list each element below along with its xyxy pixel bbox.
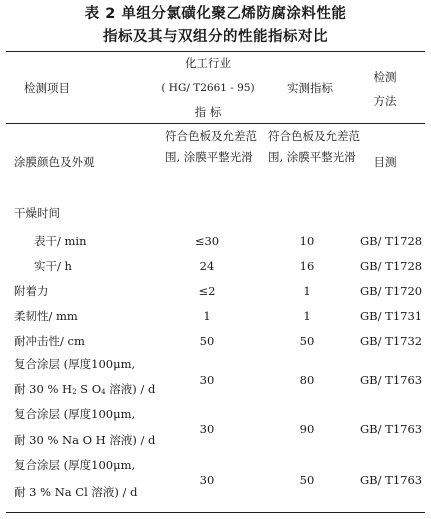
row-appearance-standard: 符合色板及允差范围, 涂膜平整光滑	[165, 129, 257, 164]
h2so4-sub-4: 4	[101, 388, 106, 396]
row-flexibility-item: 柔韧性/ mm	[14, 309, 78, 323]
row-impact-method: GB/ T1732	[360, 334, 423, 348]
bottom-rule	[6, 512, 425, 513]
row-impact-item: 耐冲击性/ cm	[14, 334, 85, 348]
header-industry-line1: 化工行业	[185, 56, 231, 70]
row-naoh-measured: 90	[299, 422, 315, 436]
header-item: 检测项目	[24, 81, 70, 95]
row-h2so4-measured: 80	[299, 373, 315, 387]
row-nacl-method: GB/ T1763	[360, 473, 423, 487]
header-measured: 实测指标	[287, 81, 333, 95]
row-h2so4-standard: 30	[199, 373, 215, 387]
row-naoh-method: GB/ T1763	[360, 422, 423, 436]
row-hard-dry-item: 实干/ h	[34, 259, 72, 273]
row-naoh-item-line2: 耐 30 % Na O H 溶液) / d	[14, 433, 156, 447]
row-surface-dry-measured: 10	[299, 234, 315, 248]
row-adhesion-standard: ≤2	[198, 284, 216, 298]
row-flexibility-measured: 1	[303, 309, 311, 323]
h2so4-mid: S O	[76, 382, 102, 396]
row-nacl-item-line1: 复合涂层 (厚度100μm,	[14, 458, 136, 472]
row-nacl-standard: 30	[199, 473, 215, 487]
header-industry-line2: ( HG/ T2661 - 95)	[161, 82, 255, 94]
row-adhesion-item: 附着力	[14, 284, 49, 298]
row-impact-measured: 50	[299, 334, 315, 348]
row-h2so4-method: GB/ T1763	[360, 373, 423, 387]
row-nacl-item-line2: 耐 3 % Na Cl 溶液) / d	[14, 485, 138, 499]
row-hard-dry-standard: 24	[199, 259, 215, 273]
row-drying-item: 干燥时间	[14, 206, 60, 220]
row-surface-dry-method: GB/ T1728	[360, 234, 423, 248]
h2so4-sub-2: 2	[72, 388, 77, 396]
row-naoh-standard: 30	[199, 422, 215, 436]
row-hard-dry-measured: 16	[299, 259, 315, 273]
row-flexibility-standard: 1	[203, 309, 211, 323]
header-method-line2: 方法	[373, 94, 397, 108]
top-rule	[6, 51, 425, 52]
row-adhesion-measured: 1	[303, 284, 311, 298]
table-title-line1: 表 2 单组分氯磺化聚乙烯防腐涂料性能	[84, 6, 347, 22]
row-impact-standard: 50	[199, 334, 215, 348]
row-nacl-measured: 50	[299, 473, 315, 487]
row-adhesion-method: GB/ T1720	[360, 284, 423, 298]
row-h2so4-item-line2	[14, 381, 155, 400]
h2so4-suffix: 溶液) / d	[105, 382, 156, 396]
row-flexibility-method: GB/ T1731	[360, 309, 423, 323]
row-surface-dry-item: 表干/ min	[34, 234, 87, 248]
row-appearance-method: 目测	[373, 155, 397, 169]
row-hard-dry-method: GB/ T1728	[360, 259, 423, 273]
header-industry-line3: 指 标	[194, 105, 222, 119]
h2so4-prefix: 耐 30 % H	[14, 382, 73, 396]
row-surface-dry-standard: ≤30	[194, 234, 220, 248]
header-method-line1: 检测	[373, 70, 397, 84]
table-title-line2: 指标及其与双组分的性能指标对比	[103, 29, 328, 45]
row-h2so4-item-line1: 复合涂层 (厚度100μm,	[14, 357, 136, 371]
header-rule	[6, 123, 425, 124]
row-appearance-item: 涂膜颜色及外观	[14, 155, 95, 169]
row-appearance-measured: 符合色板及允差范围, 涂膜平整光滑	[268, 129, 360, 164]
row-naoh-item-line1: 复合涂层 (厚度100μm,	[14, 407, 136, 421]
